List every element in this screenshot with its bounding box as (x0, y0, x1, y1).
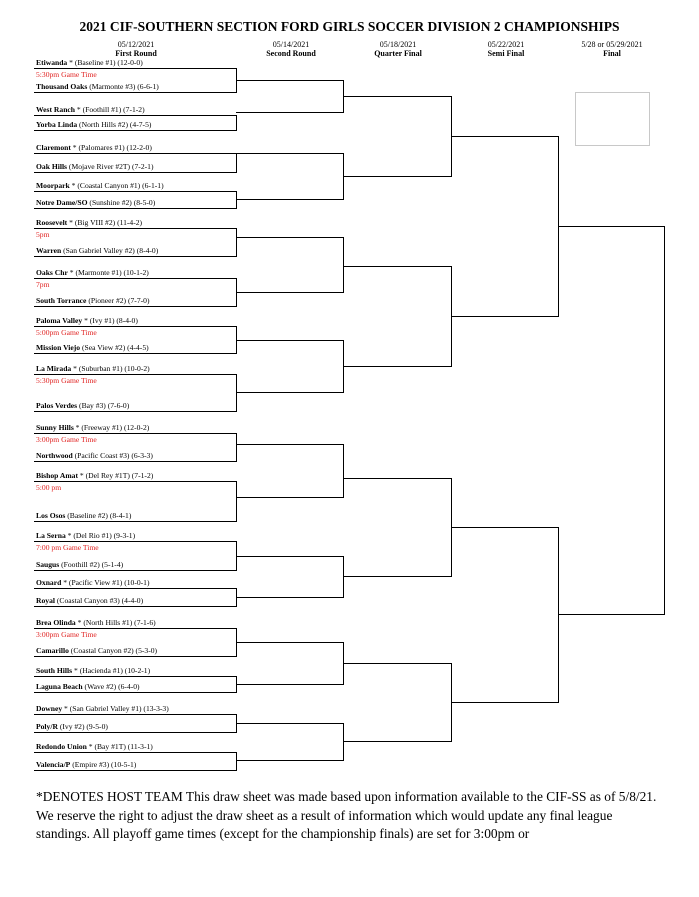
team-name: Mission Viejo (36, 343, 81, 352)
round-date: 5/28 or 05/29/2021 (581, 40, 643, 49)
second-round-slot-line (236, 642, 343, 643)
round-header (81, 40, 191, 58)
first-round-slot-line (34, 541, 236, 542)
quarter-final-slot-line (343, 266, 451, 267)
first-round-slot-line (34, 306, 236, 307)
team-entry-top (36, 316, 138, 326)
team-info: * (Big VIII #2) (11-4-2) (67, 218, 143, 227)
first-round-slot-line (34, 656, 236, 657)
team-entry-top (36, 181, 164, 191)
team-name: Poly/R (36, 722, 58, 731)
team-name: Redondo Union (36, 742, 87, 751)
footnote-text: *DENOTES HOST TEAM This draw sheet was made based upon information available to the CIF-SS as of 5/8/21. We reserve the right to adjust the draw sheet as a result of information which would update any final league standings. All playoff game times (except for the championship finals) are set for 3:00pm or (36, 789, 657, 841)
first-round-slot-line (34, 130, 236, 131)
quarter-final-slot-line (343, 663, 451, 664)
team-name: Oaks Chr (36, 268, 68, 277)
game-time: 3:00pm Game Time (36, 435, 97, 444)
second-round-slot-line (236, 153, 343, 154)
team-info: * (San Gabriel Valley #1) (13-3-3) (62, 704, 169, 713)
team-name: Brea Olinda (36, 618, 76, 627)
team-entry-bottom (36, 401, 129, 411)
team-info: * (Marmonte #1) (10-1-2) (67, 268, 149, 277)
second-round-slot-line (236, 199, 343, 200)
first-round-slot-line (34, 411, 236, 412)
team-info: (Wave #2) (6-4-0) (82, 682, 140, 691)
first-round-slot-line (34, 374, 236, 375)
team-entry-top (36, 618, 156, 628)
first-round-slot-line (34, 481, 236, 482)
semi-final-slot-line (451, 136, 558, 137)
first-round-slot-line (34, 676, 236, 677)
round-header (236, 40, 346, 58)
bracket-connector (236, 374, 237, 412)
team-entry-top (36, 742, 153, 752)
bracket-connector (558, 527, 559, 703)
bracket-connector (343, 556, 344, 598)
first-round-slot-line (34, 172, 236, 173)
champion-box (575, 92, 650, 146)
team-name: Warren (36, 246, 62, 255)
first-round-slot-line (34, 92, 236, 93)
team-info: (Mojave River #2T) (7-2-1) (67, 162, 154, 171)
team-entry-top (36, 268, 149, 278)
game-time: 5:00 pm (36, 483, 62, 492)
first-round-slot-line (34, 521, 236, 522)
first-round-slot-line (34, 714, 236, 715)
round-date: 05/18/2021 (379, 40, 417, 49)
team-entry-top (36, 423, 149, 433)
game-time: 3:00pm Game Time (36, 630, 97, 639)
final-slot-line (558, 614, 664, 615)
first-round-slot-line (34, 588, 236, 589)
team-info: (Pacific Coast #3) (6-3-3) (72, 451, 153, 460)
second-round-slot-line (236, 80, 343, 81)
team-info: (Sunshine #2) (8-5-0) (87, 198, 156, 207)
bracket-connector (236, 228, 237, 257)
bracket-connector (236, 115, 237, 131)
first-round-slot-line (34, 628, 236, 629)
team-name: Valencia/P (36, 760, 71, 769)
team-info: * (Del Rey #1T) (7-1-2) (78, 471, 154, 480)
second-round-slot-line (236, 597, 343, 598)
team-info: * (Palomares #1) (12-2-0) (70, 143, 152, 152)
team-entry-bottom (36, 120, 151, 130)
team-info: * (Baseline #1) (12-0-0) (67, 58, 143, 67)
team-name: Notre Dame/SO (36, 198, 88, 207)
team-name: Thousand Oaks (36, 82, 88, 91)
team-entry-top (36, 143, 152, 153)
team-entry-top (36, 704, 169, 714)
semi-final-slot-line (451, 527, 558, 528)
team-info: * (Coastal Canyon #1) (6-1-1) (69, 181, 164, 190)
team-info: (Empire #3) (10-5-1) (70, 760, 137, 769)
game-time: 7:00 pm Game Time (36, 543, 99, 552)
game-time: 5pm (36, 230, 50, 239)
team-info: (Ivy #2) (9-5-0) (57, 722, 108, 731)
team-name: La Serna (36, 531, 66, 540)
first-round-slot-line (34, 752, 236, 753)
team-info: (Coastal Canyon #2) (5-3-0) (68, 646, 158, 655)
team-name: Moorpark (36, 181, 70, 190)
second-round-slot-line (236, 444, 343, 445)
team-entry-top (36, 471, 153, 481)
round-name: Semi Final (487, 49, 525, 58)
round-date: 05/22/2021 (487, 40, 525, 49)
team-entry-bottom (36, 722, 108, 732)
first-round-slot-line (34, 461, 236, 462)
first-round-slot-line (34, 692, 236, 693)
quarter-final-slot-line (343, 576, 451, 577)
bracket-connector (236, 433, 237, 462)
first-round-slot-line (34, 770, 236, 771)
second-round-slot-line (236, 684, 343, 685)
team-info: * (Ivy #1) (8-4-0) (82, 316, 138, 325)
quarter-final-slot-line (343, 366, 451, 367)
round-date: 05/12/2021 (117, 40, 155, 49)
second-round-slot-line (236, 340, 343, 341)
round-name: Quarter Final (374, 49, 422, 58)
team-entry-bottom (36, 343, 149, 353)
team-name: West Ranch (36, 105, 76, 114)
team-name: Oxnard (36, 578, 62, 587)
team-info: (Sea View #2) (4-4-5) (80, 343, 149, 352)
team-info: * (Pacific View #1) (10-0-1) (61, 578, 150, 587)
second-round-slot-line (236, 112, 343, 113)
team-name: Downey (36, 704, 63, 713)
team-entry-bottom (36, 451, 153, 461)
second-round-slot-line (236, 723, 343, 724)
team-entry-top (36, 364, 150, 374)
team-info: * (Del Rio #1) (9-3-1) (65, 531, 136, 540)
second-round-slot-line (236, 392, 343, 393)
first-round-slot-line (34, 326, 236, 327)
team-name: Saugus (36, 560, 60, 569)
team-info: (Coastal Canyon #3) (4-4-0) (54, 596, 144, 605)
team-entry-bottom (36, 682, 140, 692)
team-info: (San Gabriel Valley #2) (8-4-0) (61, 246, 159, 255)
round-header (557, 40, 667, 58)
second-round-slot-line (236, 497, 343, 498)
team-name: Camarillo (36, 646, 69, 655)
bracket-connector (236, 481, 237, 522)
team-info: (Baseline #2) (8-4-1) (65, 511, 132, 520)
team-info: * (Suburban #1) (10-0-2) (71, 364, 150, 373)
bracket-connector (343, 237, 344, 293)
second-round-slot-line (236, 760, 343, 761)
round-name: First Round (115, 49, 157, 58)
first-round-slot-line (34, 191, 236, 192)
second-round-slot-line (236, 292, 343, 293)
team-info: * (Bay #1T) (11-3-1) (86, 742, 153, 751)
quarter-final-slot-line (343, 478, 451, 479)
team-entry-top (36, 105, 145, 115)
team-info: (Pioneer #2) (7-7-0) (86, 296, 150, 305)
bracket-connector (343, 723, 344, 761)
first-round-slot-line (34, 153, 236, 154)
bracket-title: 2021 CIF-SOUTHERN SECTION FORD GIRLS SOCCER DIVISION 2 CHAMPIONSHIPS (79, 19, 620, 34)
second-round-slot-line (236, 556, 343, 557)
team-info: * (North Hills #1) (7-1-6) (75, 618, 156, 627)
quarter-final-slot-line (343, 176, 451, 177)
first-round-slot-line (34, 208, 236, 209)
team-name: South Torrance (36, 296, 87, 305)
team-name: Los Osos (36, 511, 66, 520)
game-time: 5:30pm Game Time (36, 376, 97, 385)
team-entry-top (36, 531, 135, 541)
round-name: Second Round (266, 49, 316, 58)
team-entry-top (36, 666, 150, 676)
team-name: Oak Hills (36, 162, 68, 171)
team-name: Laguna Beach (36, 682, 83, 691)
team-name: Paloma Valley (36, 316, 83, 325)
team-name: Northwood (36, 451, 73, 460)
team-entry-bottom (36, 296, 150, 306)
semi-final-slot-line (451, 316, 558, 317)
team-name: Yorba Linda (36, 120, 78, 129)
first-round-slot-line (34, 256, 236, 257)
team-entry-top (36, 58, 143, 68)
bracket-connector (664, 226, 665, 615)
team-entry-bottom (36, 560, 123, 570)
team-name: Roosevelt (36, 218, 68, 227)
round-header (451, 40, 561, 58)
bracket-connector (236, 752, 237, 771)
first-round-slot-line (34, 570, 236, 571)
first-round-slot-line (34, 606, 236, 607)
team-name: Bishop Amat (36, 471, 78, 480)
second-round-slot-line (236, 237, 343, 238)
semi-final-slot-line (451, 702, 558, 703)
team-info: * (Foothill #1) (7-1-2) (75, 105, 145, 114)
team-name: Palos Verdes (36, 401, 78, 410)
bracket-connector (236, 153, 237, 173)
footnote (36, 788, 666, 844)
team-entry-bottom (36, 511, 131, 521)
first-round-slot-line (34, 353, 236, 354)
round-date: 05/14/2021 (272, 40, 310, 49)
game-time: 5:00pm Game Time (36, 328, 97, 337)
team-entry-top (36, 218, 142, 228)
team-entry-bottom (36, 646, 157, 656)
round-name: Final (603, 49, 621, 58)
team-info: (Bay #3) (7-6-0) (77, 401, 130, 410)
team-info: * (Freeway #1) (12-0-2) (73, 423, 150, 432)
game-time: 7pm (36, 280, 50, 289)
team-info: * (Hacienda #1) (10-2-1) (72, 666, 151, 675)
first-round-slot-line (34, 228, 236, 229)
team-info: (Marmonte #3) (6-6-1) (87, 82, 159, 91)
first-round-slot-line (34, 278, 236, 279)
team-name: Claremont (36, 143, 71, 152)
first-round-slot-line (34, 115, 236, 116)
team-entry-bottom (36, 760, 136, 770)
quarter-final-slot-line (343, 96, 451, 97)
team-info: (North Hills #2) (4-7-5) (77, 120, 152, 129)
bracket-connector (236, 191, 237, 209)
first-round-slot-line (34, 433, 236, 434)
team-entry-bottom (36, 82, 159, 92)
team-entry-bottom (36, 246, 158, 256)
team-entry-top (36, 578, 150, 588)
bracket-connector (343, 444, 344, 498)
game-time: 5:30pm Game Time (36, 70, 97, 79)
team-name: Etiwanda (36, 58, 68, 67)
final-slot-line (558, 226, 664, 227)
team-name: Royal (36, 596, 55, 605)
round-header (343, 40, 453, 58)
team-info: (Foothill #2) (5-1-4) (59, 560, 124, 569)
team-entry-bottom (36, 162, 154, 172)
team-name: La Mirada (36, 364, 72, 373)
team-entry-bottom (36, 198, 155, 208)
quarter-final-slot-line (343, 741, 451, 742)
team-entry-bottom (36, 596, 143, 606)
first-round-slot-line (34, 732, 236, 733)
first-round-slot-line (34, 68, 236, 69)
team-name: South Hills (36, 666, 73, 675)
team-name: Sunny Hills (36, 423, 74, 432)
